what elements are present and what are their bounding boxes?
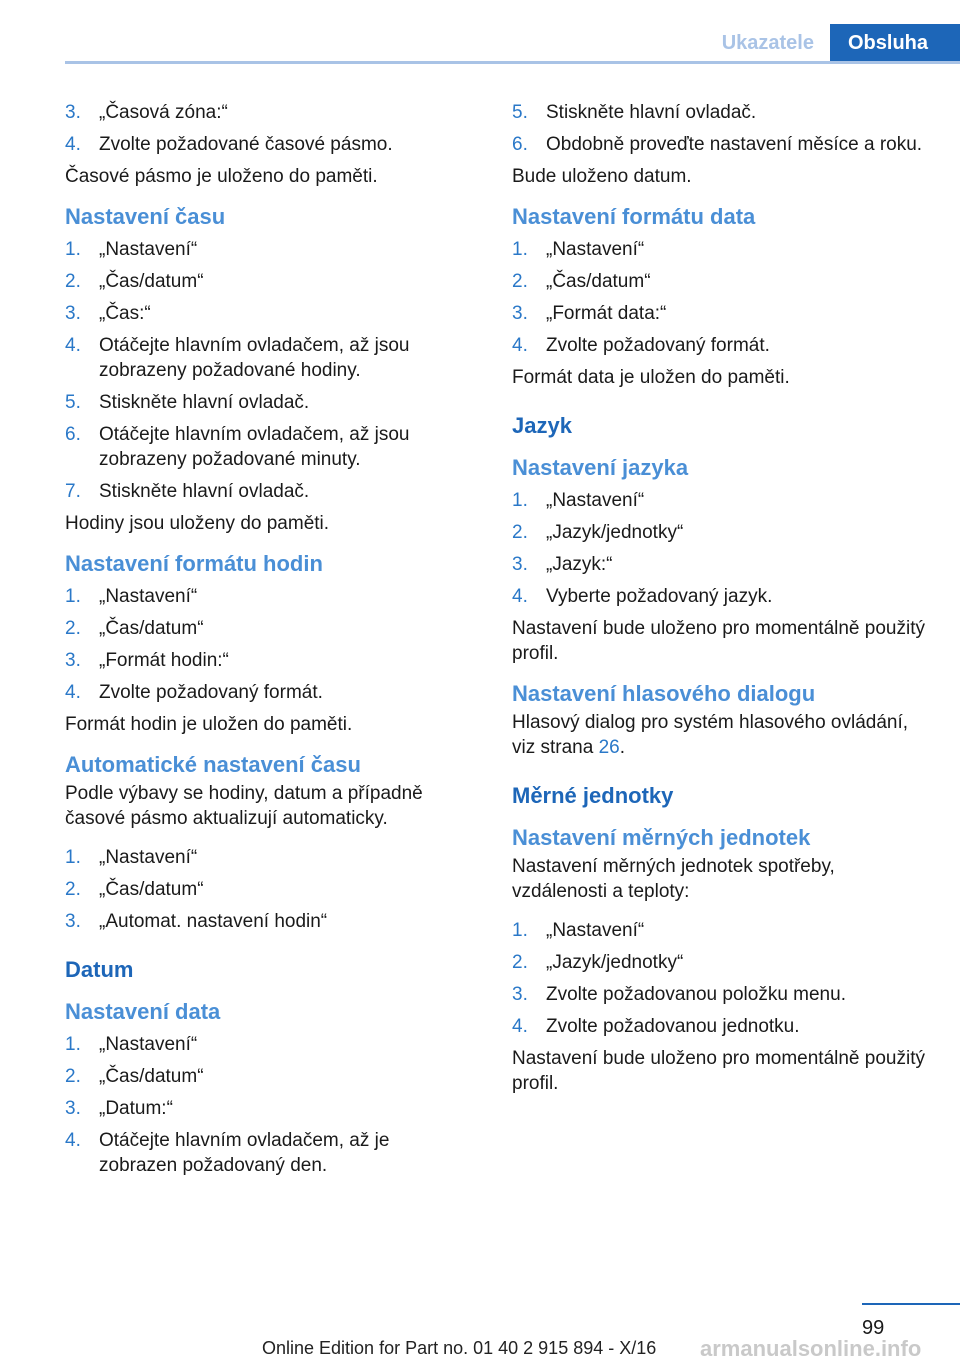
list-item-number: 3. (65, 1098, 81, 1119)
list-time-setting (65, 237, 470, 504)
voice-text: Hlasový dialog pro systém hlasového ovládání, viz strana (512, 712, 909, 758)
list-item (65, 584, 470, 609)
list-item-number: 4. (65, 134, 81, 155)
list-item-text: Otáčejte hlavním ovladačem, až jsou zobrazeny požadované minuty. (99, 424, 410, 470)
list-item-text: „Nastavení“ (99, 586, 198, 607)
list-item-number: 3. (65, 102, 81, 123)
list-item-number: 4. (65, 682, 81, 703)
list-item-text: „Časová zóna:“ (99, 102, 228, 123)
heading-language-main: Jazyk (512, 413, 572, 438)
list-item (65, 269, 470, 294)
list-item-text: „Nastavení“ (99, 239, 198, 260)
list-item-number: 2. (512, 952, 528, 973)
list-item-text: Otáčejte hlavním ovladačem, až je zobrazen požadovaný den. (99, 1130, 390, 1176)
list-item-text: Stiskněte hlavní ovladač. (546, 102, 757, 123)
list-item (512, 333, 927, 358)
left-column (65, 100, 470, 1185)
list-item (65, 479, 470, 504)
list-item (65, 100, 470, 125)
list-item-number: 2. (512, 271, 528, 292)
list-item (512, 132, 927, 157)
list-item-text: Stiskněte hlavní ovladač. (99, 481, 310, 502)
list-item-text: „Jazyk/jednotky“ (546, 952, 684, 973)
list-item-text: „Jazyk/jednotky“ (546, 522, 684, 543)
list-item (65, 1064, 470, 1089)
heading-auto-time: Automatické nastavení času (65, 752, 361, 777)
paragraph: Formát data je uložen do paměti. (512, 367, 790, 388)
list-timezone (65, 100, 470, 157)
list-item (65, 845, 470, 870)
list-item (512, 520, 927, 545)
list-item-number: 6. (65, 424, 81, 445)
paragraph-voice (512, 710, 927, 760)
list-item-text: „Formát data:“ (546, 303, 667, 324)
list-item-text: „Nastavení“ (546, 239, 645, 260)
list-item (512, 237, 927, 262)
list-item-text: „Nastavení“ (546, 490, 645, 511)
list-item-text: „Automat. nastavení hodin“ (99, 911, 328, 932)
list-item (65, 333, 470, 383)
paragraph: Nastavení měrných jednotek spotřeby, vzdálenosti a teploty: (512, 856, 835, 902)
list-item (512, 950, 927, 975)
list-item (65, 616, 470, 641)
list-item-text: Otáčejte hlavním ovladačem, až jsou zobrazeny požadované hodiny. (99, 335, 410, 381)
list-item-text: Vyberte požadovaný jazyk. (546, 586, 773, 607)
list-language-setting (512, 488, 927, 609)
list-item (65, 909, 470, 934)
list-units-setting (512, 918, 927, 1039)
heading-clock-format: Nastavení formátu hodin (65, 551, 323, 576)
list-item (65, 1096, 470, 1121)
list-item (512, 301, 927, 326)
list-item-number: 4. (65, 335, 81, 356)
watermark: armanualsonline.info (700, 1336, 922, 1361)
list-item-text: „Čas/datum“ (99, 271, 204, 292)
list-item-number: 1. (512, 920, 528, 941)
list-item-number: 2. (65, 879, 81, 900)
list-item-text: „Čas/datum“ (99, 1066, 204, 1087)
list-item (512, 982, 927, 1007)
heading-time-setting: Nastavení času (65, 204, 226, 229)
list-item (65, 132, 470, 157)
list-item (65, 877, 470, 902)
header-rule (65, 61, 960, 64)
heading-voice-dialog: Nastavení hlasového dialogu (512, 681, 816, 706)
list-date-setting (65, 1032, 470, 1178)
list-item-number: 1. (512, 239, 528, 260)
list-item-number: 2. (65, 271, 81, 292)
tab-obsluha[interactable]: Obsluha (830, 24, 960, 62)
list-item-text: „Nastavení“ (99, 847, 198, 868)
page-link-26[interactable]: 26 (598, 737, 620, 758)
list-item-text: „Jazyk:“ (546, 554, 613, 575)
right-column (512, 100, 927, 1104)
list-item-number: 1. (65, 1034, 81, 1055)
list-item-number: 4. (65, 1130, 81, 1151)
tab-ukazatele[interactable]: Ukazatele (706, 24, 830, 62)
list-item-number: 2. (65, 1066, 81, 1087)
list-item-number: 3. (512, 303, 528, 324)
list-item-text: Zvolte požadovaný formát. (546, 335, 770, 356)
footer-rule (862, 1303, 960, 1305)
heading-date-format: Nastavení formátu data (512, 204, 756, 229)
list-item-number: 1. (65, 847, 81, 868)
list-item-number: 4. (512, 1016, 528, 1037)
heading-date-setting: Nastavení data (65, 999, 221, 1024)
list-item (512, 269, 927, 294)
list-item-number: 7. (65, 481, 81, 502)
list-item-text: „Čas:“ (99, 303, 151, 324)
list-item-text: „Datum:“ (99, 1098, 173, 1119)
list-date-format (512, 237, 927, 358)
list-item (65, 680, 470, 705)
list-item-text: „Čas/datum“ (99, 618, 204, 639)
list-item-number: 5. (65, 392, 81, 413)
list-item (512, 1014, 927, 1039)
list-item-number: 3. (65, 650, 81, 671)
list-item (512, 100, 927, 125)
list-item-number: 3. (512, 554, 528, 575)
list-item-number: 5. (512, 102, 528, 123)
edition-text: Online Edition for Part no. 01 40 2 915 894 - X/16 (262, 1338, 657, 1358)
list-auto-time (65, 845, 470, 934)
list-item-number: 1. (65, 239, 81, 260)
list-item (65, 237, 470, 262)
paragraph: Podle výbavy se hodiny, datum a případně časové pásmo aktualizují automaticky. (65, 783, 423, 829)
list-clock-format (65, 584, 470, 705)
paragraph: Bude uloženo datum. (512, 166, 692, 187)
list-item-text: Zvolte požadované časové pásmo. (99, 134, 393, 155)
heading-language-setting: Nastavení jazyka (512, 455, 689, 480)
list-item-number: 4. (512, 586, 528, 607)
paragraph: Hodiny jsou uloženy do paměti. (65, 513, 330, 534)
list-item-number: 6. (512, 134, 528, 155)
list-item-text: „Nastavení“ (546, 920, 645, 941)
heading-date-main: Datum (65, 957, 134, 982)
list-item (512, 488, 927, 513)
paragraph: Nastavení bude uloženo pro momentálně použitý profil. (512, 1048, 925, 1094)
header-tabs (706, 24, 960, 62)
list-item-number: 3. (512, 984, 528, 1005)
list-item (65, 301, 470, 326)
paragraph: Nastavení bude uloženo pro momentálně použitý profil. (512, 618, 925, 664)
list-item-number: 2. (512, 522, 528, 543)
page-number: 99 (862, 1317, 885, 1339)
list-item-text: Stiskněte hlavní ovladač. (99, 392, 310, 413)
voice-text-end: . (619, 737, 626, 758)
list-item-text: „Formát hodin:“ (99, 650, 229, 671)
paragraph: Formát hodin je uložen do paměti. (65, 714, 353, 735)
heading-units-main: Měrné jednotky (512, 783, 674, 808)
list-item-number: 3. (65, 303, 81, 324)
list-item (65, 1032, 470, 1057)
list-item (65, 1128, 470, 1178)
list-item-text: „Nastavení“ (99, 1034, 198, 1055)
list-item-text: „Čas/datum“ (546, 271, 651, 292)
paragraph: Časové pásmo je uloženo do paměti. (65, 166, 378, 187)
list-item-number: 1. (65, 586, 81, 607)
list-item-text: Zvolte požadovanou jednotku. (546, 1016, 800, 1037)
list-date-continued (512, 100, 927, 157)
list-item-number: 2. (65, 618, 81, 639)
list-item-text: Zvolte požadovaný formát. (99, 682, 323, 703)
list-item (512, 918, 927, 943)
list-item-number: 1. (512, 490, 528, 511)
list-item (65, 648, 470, 673)
list-item (65, 390, 470, 415)
list-item-number: 3. (65, 911, 81, 932)
list-item-number: 4. (512, 335, 528, 356)
list-item-text: Obdobně proveďte nastavení měsíce a roku. (546, 134, 923, 155)
list-item-text: „Čas/datum“ (99, 879, 204, 900)
list-item (65, 422, 470, 472)
list-item (512, 584, 927, 609)
list-item (512, 552, 927, 577)
heading-units-setting: Nastavení měrných jednotek (512, 825, 811, 850)
list-item-text: Zvolte požadovanou položku menu. (546, 984, 846, 1005)
